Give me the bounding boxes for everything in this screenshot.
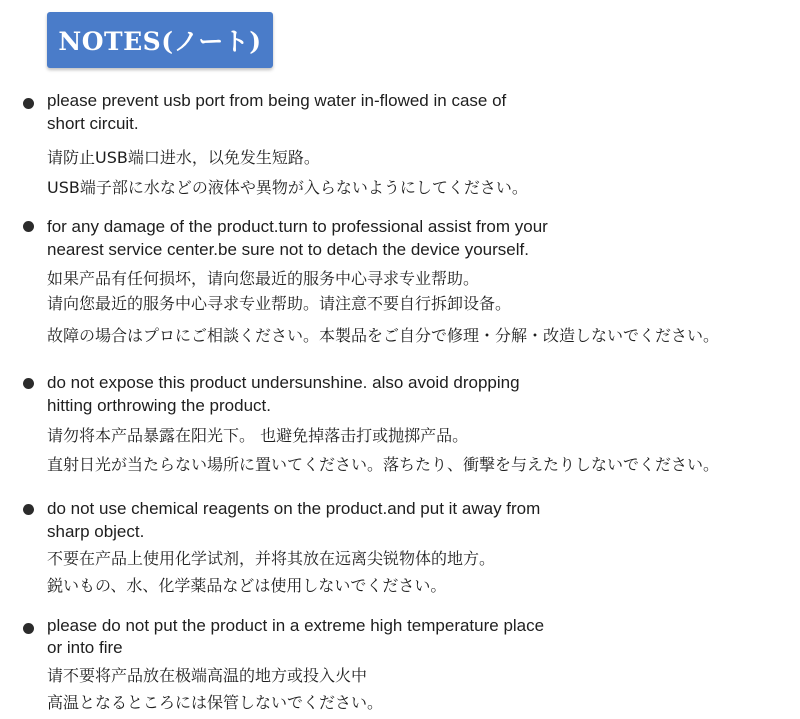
note-chinese-line: 如果产品有任何损坏，请向您最近的服务中心寻求专业帮助。 bbox=[47, 269, 480, 288]
note-chinese-line: 请不要将产品放在极端高温的地方或投入火中 bbox=[47, 666, 368, 685]
note-japanese-line: 直射日光が当たらない場所に置いてください。落ちたり、衝撃を与えたりしないでください。 bbox=[47, 455, 720, 474]
bullet-icon bbox=[23, 98, 34, 109]
note-chinese-line: 请防止USB端口进水，以免发生短路。 bbox=[47, 148, 320, 167]
bullet-icon bbox=[23, 504, 34, 515]
note-english-line: please prevent usb port from being water in-flowed in case of bbox=[47, 91, 507, 110]
note-english-line: sharp object. bbox=[47, 522, 145, 541]
note-chinese-line: 不要在产品上使用化学试剂，并将其放在远离尖锐物体的地方。 bbox=[47, 549, 496, 568]
note-japanese-line: 故障の場合はプロにご相談ください。本製品をご自分で修理・分解・改造しないでください。 bbox=[47, 326, 720, 345]
notes-header-badge bbox=[47, 12, 273, 68]
note-english-line: nearest service center.be sure not to detach the device yourself. bbox=[47, 240, 529, 259]
bullet-icon bbox=[23, 378, 34, 389]
bullet-icon bbox=[23, 623, 34, 634]
note-english-line: hitting orthrowing the product. bbox=[47, 396, 271, 415]
note-chinese-line: 请向您最近的服务中心寻求专业帮助。请注意不要自行拆卸设备。 bbox=[47, 294, 512, 313]
note-english-line: short circuit. bbox=[47, 114, 139, 133]
note-english-line: for any damage of the product.turn to professional assist from your bbox=[47, 217, 548, 236]
note-english-line: do not expose this product undersunshine. also avoid dropping bbox=[47, 373, 520, 392]
bullet-icon bbox=[23, 221, 34, 232]
page-title: NOTES(ノート) bbox=[58, 27, 262, 56]
note-chinese-line: 请勿将本产品暴露在阳光下。 也避免掉落击打或抛掷产品。 bbox=[47, 426, 469, 445]
note-japanese-line: USB端子部に水などの液体や異物が入らないようにしてください。 bbox=[47, 178, 528, 197]
note-japanese-line: 高温となるところには保管しないでください。 bbox=[47, 693, 384, 712]
note-english-line: please do not put the product in a extreme high temperature place bbox=[47, 616, 545, 635]
note-english-line: do not use chemical reagents on the product.and put it away from bbox=[47, 499, 541, 518]
note-english-line: or into fire bbox=[47, 638, 123, 657]
note-japanese-line: 鋭いもの、水、化学薬品などは使用しないでください。 bbox=[47, 576, 447, 595]
